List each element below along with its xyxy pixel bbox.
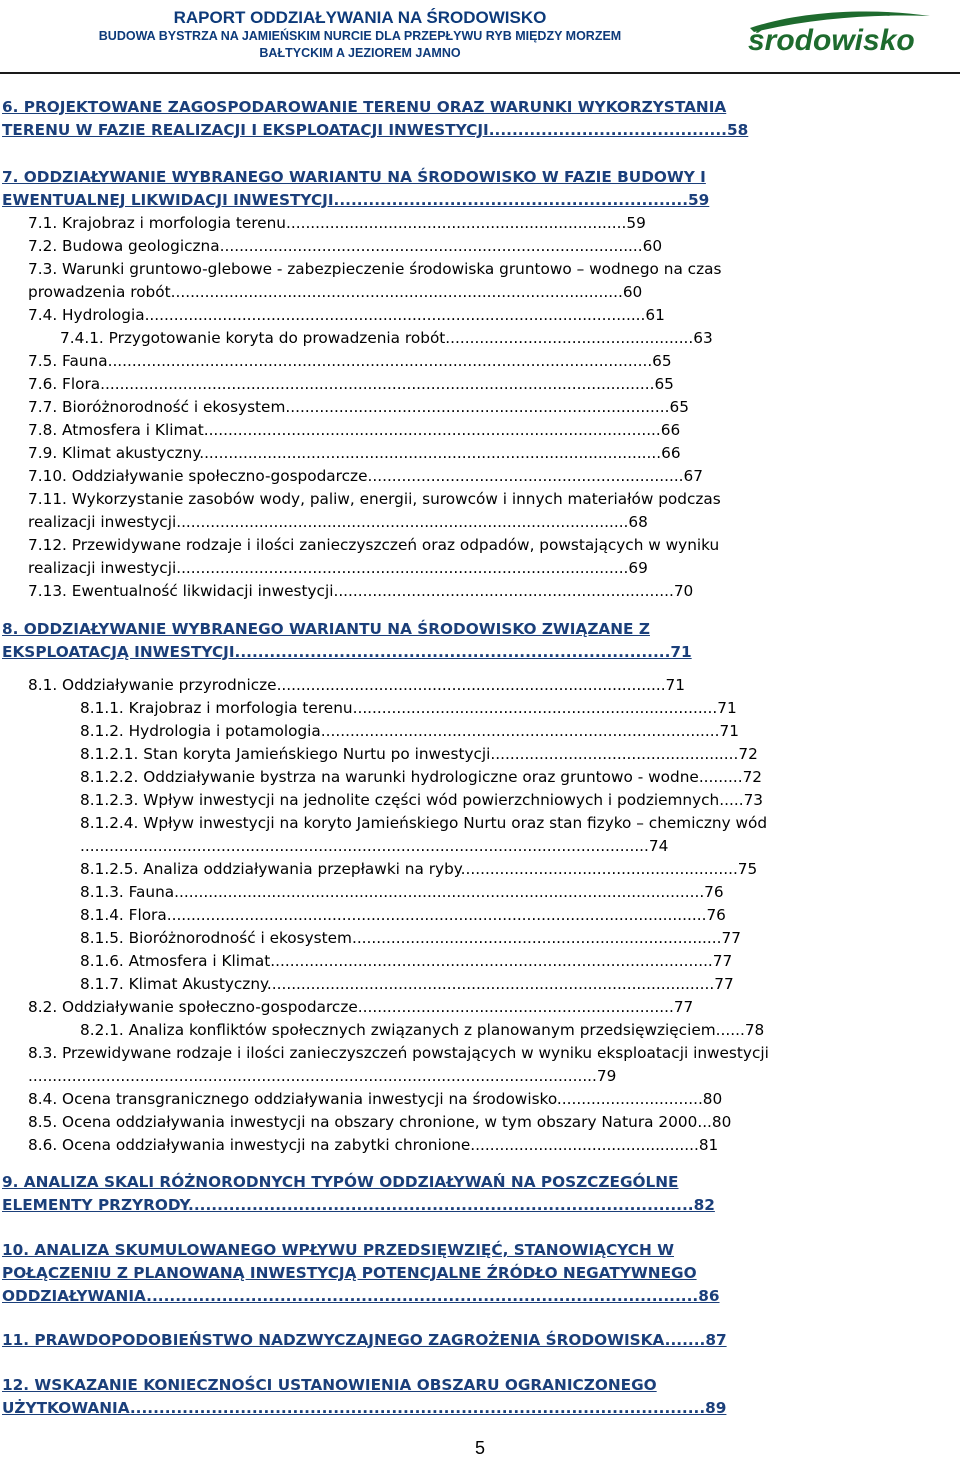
toc-entry-8-1-3[interactable]: 8.1.3. Fauna.............................................................................................................76	[80, 883, 724, 901]
page-number: 5	[474, 1438, 485, 1458]
toc-entry-8-6[interactable]: 8.6. Ocena oddziaływania inwestycji na zabytki chronione...............................................81	[28, 1136, 719, 1154]
toc-entry-8-1-2-4-line-1[interactable]: 8.1.2.4. Wpływ inwestycji na koryto Jamieńskiego Nurtu oraz stan fizyko – chemiczny wód	[80, 814, 768, 832]
toc-entry-6-line-2[interactable]: TERENU W FAZIE REALIZACJI I EKSPLOATACJI INWESTYCJI.........................................58	[2, 121, 749, 139]
toc-entry-12-line-2[interactable]: UŻYTKOWANIA...................................................................................................89	[2, 1399, 727, 1417]
toc-entry-8-4[interactable]: 8.4. Ocena transgranicznego oddziaływania inwestycji na środowisko..............................80	[28, 1090, 723, 1108]
toc-entry-7-12-line-1[interactable]: 7.12. Przewidywane rodzaje i ilości zanieczyszczeń oraz odpadów, powstających w wyniku	[28, 536, 720, 554]
project-title-line-2: BAŁTYCKIM A JEZIOREM JAMNO	[259, 46, 461, 60]
toc-entry-10-line-2[interactable]: POŁĄCZENIU Z PLANOWANĄ INWESTYCJĄ POTENCJALNE ŹRÓDŁO NEGATYWNEGO	[2, 1264, 697, 1282]
toc-entry-7-4[interactable]: 7.4. Hydrologia.......................................................................................................61	[28, 306, 665, 324]
toc-entry-7-7[interactable]: 7.7. Bioróżnorodność i ekosystem...............................................................................65	[28, 398, 689, 416]
toc-entry-8-1-6[interactable]: 8.1.6. Atmosfera i Klimat...........................................................................................77	[80, 952, 733, 970]
page-header	[0, 0, 960, 70]
toc-entry-7-10[interactable]: 7.10. Oddziaływanie społeczno-gospodarcze.................................................................67	[28, 467, 704, 485]
toc-entry-8-5[interactable]: 8.5. Ocena oddziaływania inwestycji na obszary chronione, w tym obszary Natura 2000...80	[28, 1113, 732, 1131]
toc-entry-8-1-2-1[interactable]: 8.1.2.1. Stan koryta Jamieńskiego Nurtu po inwestycji...................................................72	[80, 745, 758, 763]
toc-entry-7-5[interactable]: 7.5. Fauna................................................................................................................65	[28, 352, 672, 370]
logo-text: środowisko	[748, 24, 915, 56]
header-rule	[0, 72, 960, 74]
toc-entry-8-2[interactable]: 8.2. Oddziaływanie społeczno-gospodarcze.................................................................77	[28, 998, 694, 1016]
toc-entry-7-6[interactable]: 7.6. Flora..................................................................................................................65	[28, 375, 674, 393]
toc-entry-9-line-1[interactable]: 9. ANALIZA SKALI RÓŻNORODNYCH TYPÓW ODDZIAŁYWAŃ NA POSZCZEGÓLNE	[2, 1173, 679, 1191]
project-title-line-1: BUDOWA BYSTRZA NA JAMIEŃSKIM NURCIE DLA PRZEPŁYWU RYB MIĘDZY MORZEM	[98, 29, 622, 43]
toc-entry-7-9[interactable]: 7.9. Klimat akustyczny...............................................................................................66	[28, 444, 681, 462]
toc-entry-10-line-1[interactable]: 10. ANALIZA SKUMULOWANEGO WPŁYWU PRZEDSIĘWZIĘĆ, STANOWIĄCYCH W	[2, 1241, 675, 1259]
toc-entry-7-13[interactable]: 7.13. Ewentualność likwidacji inwestycji......................................................................70	[28, 582, 694, 600]
toc-entry-11[interactable]: 11. PRAWDOPODOBIEŃSTWO NADZWYCZAJNEGO ZAGROŻENIA ŚRODOWISKA.......87	[2, 1331, 727, 1349]
toc-entry-8-1[interactable]: 8.1. Oddziaływanie przyrodnicze................................................................................71	[28, 676, 686, 694]
toc-entry-8-line-1[interactable]: 8. ODDZIAŁYWANIE WYBRANEGO WARIANTU NA ŚRODOWISKO ZWIĄZANE Z	[2, 620, 650, 638]
toc-entry-7-8[interactable]: 7.8. Atmosfera i Klimat..............................................................................................66	[28, 421, 681, 439]
toc-entry-8-1-5[interactable]: 8.1.5. Bioróżnorodność i ekosystem............................................................................77	[80, 929, 741, 947]
toc-entry-7-line-1[interactable]: 7. ODDZIAŁYWANIE WYBRANEGO WARIANTU NA ŚRODOWISKO W FAZIE BUDOWY I	[2, 168, 706, 186]
toc-entry-8-1-2-2[interactable]: 8.1.2.2. Oddziaływanie bystrza na warunki hydrologiczne oraz gruntowo - wodne.........72	[80, 768, 763, 786]
toc-entry-8-3-line-2[interactable]: .....................................................................................................................79	[28, 1067, 617, 1085]
toc-entry-10-line-3[interactable]: ODDZIAŁYWANIA...............................................................................................86	[2, 1287, 720, 1305]
toc-entry-8-2-1[interactable]: 8.2.1. Analiza konfliktów społecznych związanych z planowanym przedsięwzięciem......78	[80, 1021, 765, 1039]
toc-entry-9-line-2[interactable]: ELEMENTY PRZYRODY.......................................................................................82	[2, 1196, 715, 1214]
toc-entry-8-3-line-1[interactable]: 8.3. Przewidywane rodzaje i ilości zanieczyszczeń powstających w wyniku eksploatacji inwestycji	[28, 1044, 769, 1062]
toc-entry-7-2[interactable]: 7.2. Budowa geologiczna.......................................................................................60	[28, 237, 663, 255]
toc-entry-7-3-line-2[interactable]: prowadzenia robót.............................................................................................60	[28, 283, 643, 301]
report-title-block	[40, 8, 680, 62]
toc-entry-8-1-2-3[interactable]: 8.1.2.3. Wpływ inwestycji na jednolite części wód powierzchniowych i podziemnych.....73	[80, 791, 764, 809]
toc-entry-7-11-line-1[interactable]: 7.11. Wykorzystanie zasobów wody, paliw, energii, surowców i innych materiałów podczas	[28, 490, 721, 508]
toc-entry-8-1-2[interactable]: 8.1.2. Hydrologia i potamologia..................................................................................71	[80, 722, 739, 740]
toc-entry-8-1-2-5[interactable]: 8.1.2.5. Analiza oddziaływania przepławki na ryby.........................................................75	[80, 860, 758, 878]
toc-entry-7-3-line-1[interactable]: 7.3. Warunki gruntowo-glebowe - zabezpieczenie środowiska gruntowo – wodnego na czas	[28, 260, 722, 278]
toc-entry-8-1-7[interactable]: 8.1.7. Klimat Akustyczny............................................................................................77	[80, 975, 734, 993]
toc-entry-8-1-2-4-line-2[interactable]: .....................................................................................................................74	[80, 837, 669, 855]
toc-entry-7-4-1[interactable]: 7.4.1. Przygotowanie koryta do prowadzenia robót...................................................63	[60, 329, 713, 347]
toc-entry-8-1-1[interactable]: 8.1.1. Krajobraz i morfologia terenu...........................................................................71	[80, 699, 737, 717]
toc-entry-7-1[interactable]: 7.1. Krajobraz i morfologia terenu......................................................................59	[28, 214, 646, 232]
toc-entry-8-1-4[interactable]: 8.1.4. Flora...............................................................................................................76	[80, 906, 726, 924]
toc-entry-8-line-2[interactable]: EKSPLOATACJĄ INWESTYCJI...........................................................................71	[2, 643, 692, 661]
toc-entry-7-11-line-2[interactable]: realizacji inwestycji.............................................................................................68	[28, 513, 648, 531]
toc-entry-7-12-line-2[interactable]: realizacji inwestycji.............................................................................................69	[28, 559, 648, 577]
toc-entry-6-line-1[interactable]: 6. PROJEKTOWANE ZAGOSPODAROWANIE TERENU ORAZ WARUNKI WYKORZYSTANIA	[2, 98, 727, 116]
report-title: RAPORT ODDZIAŁYWANIA NA ŚRODOWISKO	[173, 8, 547, 27]
srodowisko-logo	[744, 6, 934, 56]
toc-entry-7-line-2[interactable]: EWENTUALNEJ LIKWIDACJI INWESTYCJI.............................................................59	[2, 191, 710, 209]
toc-entry-12-line-1[interactable]: 12. WSKAZANIE KONIECZNOŚCI USTANOWIENIA OBSZARU OGRANICZONEGO	[2, 1376, 657, 1394]
